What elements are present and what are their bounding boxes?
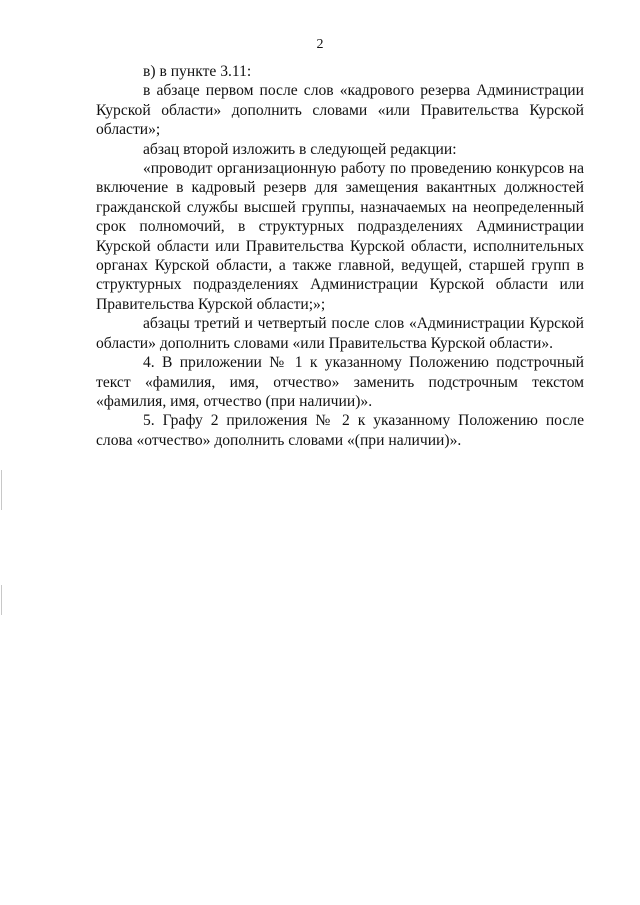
paragraph-first-abzac: в абзаце первом после слов «кадрового резерва Администрации Курской области» дополнить словами «или Правительства Курской области»;	[96, 82, 584, 139]
paragraph-point-4: 4. В приложении № 1 к указанному Положению подстрочный текст «фамилия, имя, отчество» заменить подстрочным текстом «фамилия, имя, отчество (при наличии)».	[96, 354, 584, 410]
scan-edge-mark	[1, 585, 2, 615]
paragraph-third-fourth-abzac: абзацы третий и четвертый после слов «Администрации Курской области» дополнить словами «или Правительства Курской области».	[96, 315, 584, 352]
scan-edge-mark	[1, 470, 2, 510]
paragraph-point-5: 5. Графу 2 приложения № 2 к указанному Положению после слова «отчество» дополнить словами «(при наличии)».	[96, 412, 584, 449]
paragraph-item-v: в) в пункте 3.11:	[143, 63, 252, 80]
paragraph-new-wording: «проводит организационную работу по проведению конкурсов на включение в кадровый резерв для замещения вакантных должностей гражданской службы высшей группы, назначаемых на неопределенный срок полномочий, в структурных подразделениях Администрации Курской области или Правительства Курской области, исполнительных органах Курской области, а также главной, ведущей, старшей групп в структурных подразделениях Администрации Курской области или Правительства Курской области;»;	[96, 160, 584, 313]
document-body	[96, 62, 584, 450]
paragraph-second-abzac: абзац второй изложить в следующей редакции:	[143, 140, 457, 158]
page-number: 2	[316, 37, 324, 52]
